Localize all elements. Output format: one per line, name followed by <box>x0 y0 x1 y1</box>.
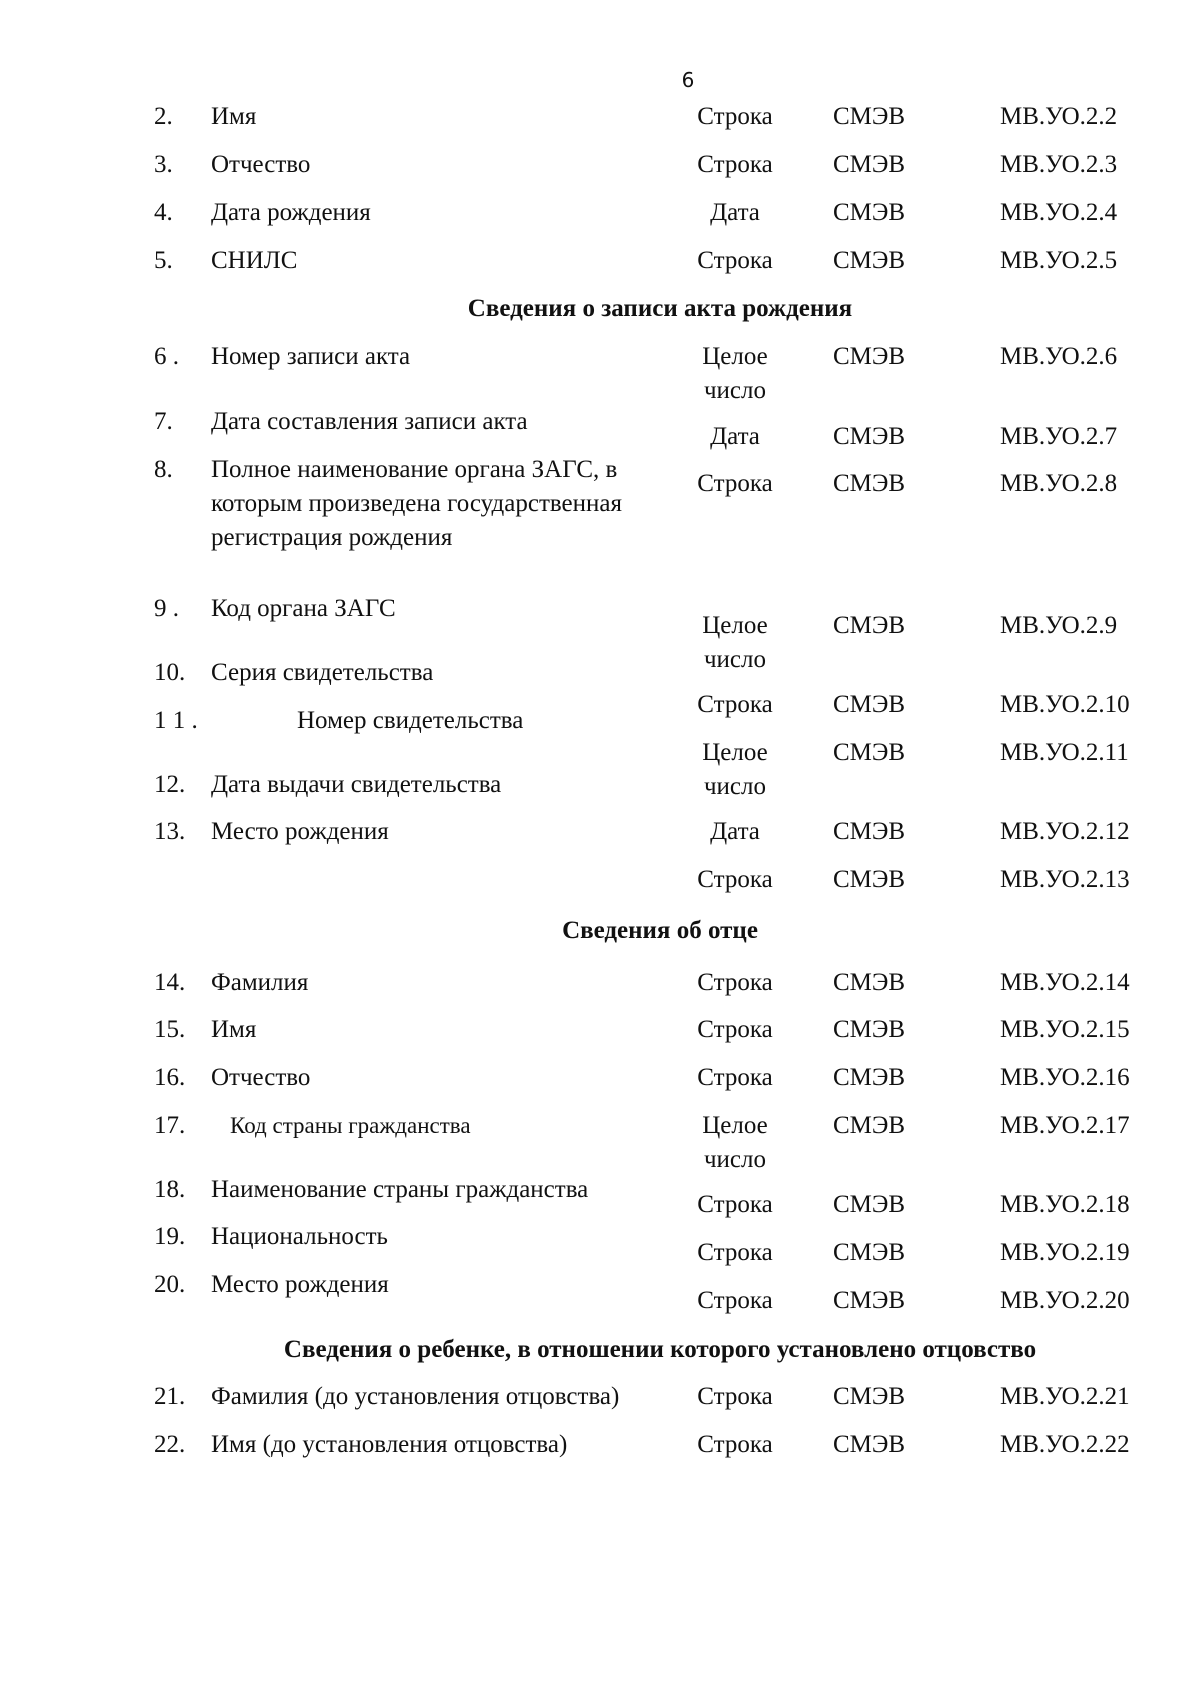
field-code: МВ.УО.2.16 <box>1000 1064 1130 1091</box>
field-code: МВ.УО.2.20 <box>1000 1287 1130 1314</box>
field-type: Целое число <box>702 612 768 673</box>
field-code: МВ.УО.2.21 <box>1000 1383 1130 1410</box>
field-source: СМЭВ <box>833 343 906 370</box>
field-type: Строка <box>697 969 773 996</box>
row-number: 19. <box>154 1223 186 1250</box>
section-title-child: Сведения о ребенке, в отношении которого установлено отцовство <box>283 1336 1037 1363</box>
field-type: Дата <box>710 423 760 450</box>
row-number: 8. <box>154 456 173 483</box>
row-number: 13. <box>154 818 186 845</box>
field-name: Имя <box>211 1016 257 1043</box>
field-source: СМЭВ <box>833 1112 906 1139</box>
field-name: Наименование страны гражданства <box>211 1176 589 1203</box>
field-type: Строка <box>697 470 773 497</box>
row-number: 3. <box>154 151 173 178</box>
row-number: 7. <box>154 408 173 435</box>
field-code: МВ.УО.2.8 <box>1000 470 1118 497</box>
field-type: Строка <box>697 866 773 893</box>
field-source: СМЭВ <box>833 1383 906 1410</box>
field-name: Номер записи акта <box>211 343 411 370</box>
field-code: МВ.УО.2.12 <box>1000 818 1130 845</box>
field-name: Имя <box>211 103 257 130</box>
field-type: Строка <box>697 1431 773 1458</box>
field-code: МВ.УО.2.11 <box>1000 739 1129 766</box>
row-number: 10. <box>154 659 186 686</box>
field-code: МВ.УО.2.22 <box>1000 1431 1130 1458</box>
field-code: МВ.УО.2.6 <box>1000 343 1118 370</box>
section-title-birth-record: Сведения о записи акта рождения <box>467 295 853 322</box>
field-source: СМЭВ <box>833 1064 906 1091</box>
field-type: Дата <box>710 818 760 845</box>
field-type: Строка <box>697 1016 773 1043</box>
field-type: Целое число <box>702 343 768 404</box>
field-source: СМЭВ <box>833 1016 906 1043</box>
field-name: Дата составления записи акта <box>211 408 528 435</box>
field-type: Строка <box>697 103 773 130</box>
field-source: СМЭВ <box>833 818 906 845</box>
field-name: Дата выдачи свидетельства <box>211 771 502 798</box>
row-number: 20. <box>154 1271 186 1298</box>
field-type: Строка <box>697 1064 773 1091</box>
field-source: СМЭВ <box>833 1287 906 1314</box>
field-source: СМЭВ <box>833 199 906 226</box>
row-number: 17. <box>154 1112 186 1139</box>
field-name: Фамилия <box>211 969 309 996</box>
field-source: СМЭВ <box>833 151 906 178</box>
field-name: Место рождения <box>211 1271 389 1298</box>
field-name: Национальность <box>211 1223 388 1250</box>
field-type: Дата <box>710 199 760 226</box>
field-code: МВ.УО.2.18 <box>1000 1191 1130 1218</box>
field-source: СМЭВ <box>833 423 906 450</box>
field-type: Строка <box>697 1383 773 1410</box>
field-type: Целое число <box>702 739 768 800</box>
field-type: Строка <box>697 691 773 718</box>
field-name: Номер свидетельства <box>297 707 524 734</box>
field-type: Целое число <box>702 1112 768 1173</box>
field-source: СМЭВ <box>833 247 906 274</box>
field-code: МВ.УО.2.19 <box>1000 1239 1130 1266</box>
row-number: 4. <box>154 199 173 226</box>
field-name: Серия свидетельства <box>211 659 434 686</box>
page-number: 6 <box>681 68 695 92</box>
field-code: МВ.УО.2.15 <box>1000 1016 1130 1043</box>
field-name: Полное наименование органа ЗАГС, в которым произведена государственная регистрация рождения <box>211 456 622 551</box>
field-source: СМЭВ <box>833 866 906 893</box>
field-code: МВ.УО.2.7 <box>1000 423 1118 450</box>
field-source: СМЭВ <box>833 103 906 130</box>
field-code: МВ.УО.2.3 <box>1000 151 1118 178</box>
field-type: Строка <box>697 247 773 274</box>
field-name: Отчество <box>211 1064 311 1091</box>
field-name: Код страны гражданства <box>230 1113 471 1138</box>
field-code: МВ.УО.2.17 <box>1000 1112 1130 1139</box>
row-number: 9 . <box>154 595 179 622</box>
field-source: СМЭВ <box>833 612 906 639</box>
row-number: 6 . <box>154 343 179 370</box>
section-title-father: Сведения об отце <box>562 917 758 944</box>
field-name: Код органа ЗАГС <box>211 595 396 622</box>
row-number: 14. <box>154 969 186 996</box>
field-type: Строка <box>697 151 773 178</box>
row-number: 1 1 . <box>154 707 198 734</box>
field-source: СМЭВ <box>833 1191 906 1218</box>
field-name: Место рождения <box>211 818 389 845</box>
row-number: 15. <box>154 1016 186 1043</box>
row-number: 18. <box>154 1176 186 1203</box>
field-code: МВ.УО.2.5 <box>1000 247 1118 274</box>
field-name: Дата рождения <box>211 199 371 226</box>
row-number: 21. <box>154 1383 186 1410</box>
field-name: СНИЛС <box>211 247 298 274</box>
field-source: СМЭВ <box>833 691 906 718</box>
field-source: СМЭВ <box>833 1239 906 1266</box>
field-code: МВ.УО.2.13 <box>1000 866 1130 893</box>
row-number: 22. <box>154 1431 186 1458</box>
field-source: СМЭВ <box>833 470 906 497</box>
row-number: 2. <box>154 103 173 130</box>
row-number: 5. <box>154 247 173 274</box>
field-name: Отчество <box>211 151 311 178</box>
field-type: Строка <box>697 1239 773 1266</box>
field-code: МВ.УО.2.14 <box>1000 969 1130 996</box>
field-name: Фамилия (до установления отцовства) <box>211 1383 620 1410</box>
field-code: МВ.УО.2.4 <box>1000 199 1118 226</box>
field-name: Имя (до установления отцовства) <box>211 1431 568 1458</box>
field-code: МВ.УО.2.2 <box>1000 103 1118 130</box>
field-type: Строка <box>697 1287 773 1314</box>
field-source: СМЭВ <box>833 969 906 996</box>
row-number: 16. <box>154 1064 186 1091</box>
field-type: Строка <box>697 1191 773 1218</box>
field-code: МВ.УО.2.9 <box>1000 612 1118 639</box>
field-code: МВ.УО.2.10 <box>1000 691 1130 718</box>
field-source: СМЭВ <box>833 739 906 766</box>
field-source: СМЭВ <box>833 1431 906 1458</box>
row-number: 12. <box>154 771 186 798</box>
